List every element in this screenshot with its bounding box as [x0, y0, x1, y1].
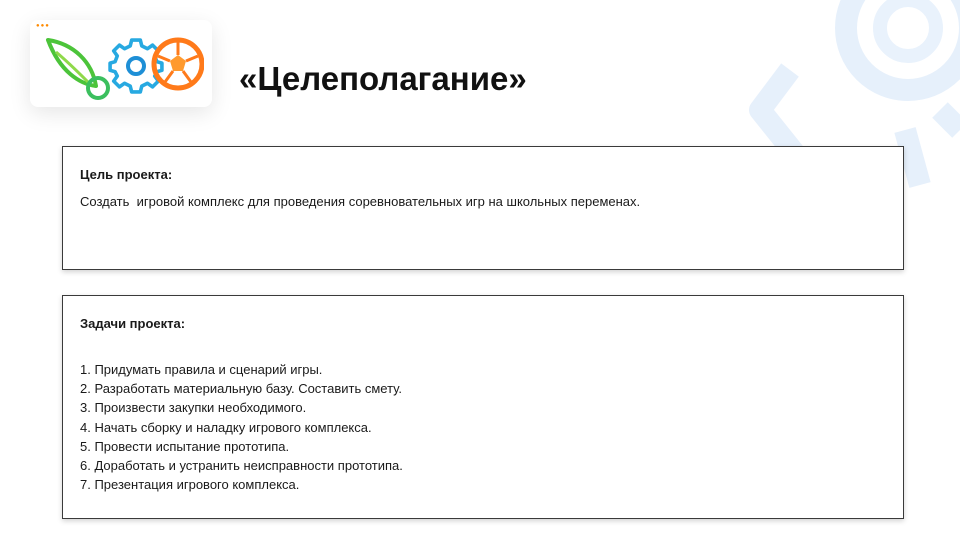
task-item: 4. Начать сборку и наладку игрового комплекса.: [80, 419, 372, 435]
goal-box: [62, 146, 904, 270]
logo: [30, 20, 212, 107]
task-item: 3. Произвести закупки необходимого.: [80, 400, 307, 416]
leaf-icon: [48, 40, 108, 98]
task-item: 2. Разработать материальную базу. Составить смету.: [80, 381, 402, 397]
logo-dots-icon: ●●●: [36, 23, 50, 29]
page-title: «Целеполагание»: [239, 60, 527, 97]
task-item: 1. Придумать правила и сценарий игры.: [80, 362, 323, 377]
logo-graphic: [44, 30, 204, 102]
task-item: 5. Провести испытание прототипа.: [80, 438, 290, 454]
task-list: [80, 360, 403, 494]
task-item: 7. Презентация игрового комплекса.: [80, 477, 300, 493]
task-item: 6. Доработать и устранить неисправности прототипа.: [80, 458, 403, 474]
goal-text: Создать игровой комплекс для проведения соревновательных игр на школьных переменах.: [80, 194, 641, 209]
tasks-box: [62, 295, 904, 519]
tasks-heading: Задачи проекта:: [80, 316, 186, 331]
goal-heading: Цель проекта:: [80, 167, 173, 182]
